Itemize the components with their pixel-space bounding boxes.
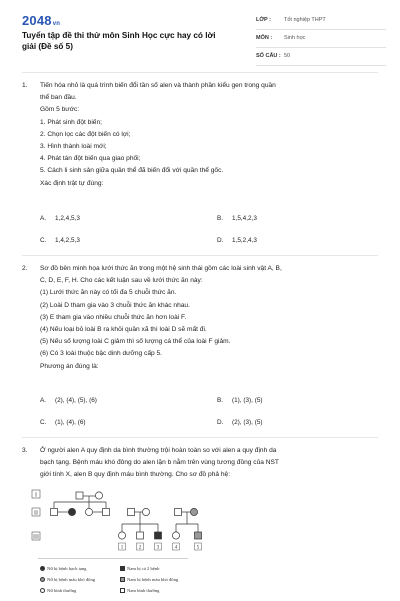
- logo-suffix: vn: [52, 21, 61, 27]
- generation-label: I: [35, 492, 37, 499]
- female-normal-icon: [40, 588, 45, 593]
- meta-row-class: [256, 12, 386, 30]
- answer-option-d[interactable]: D. (2), (3), (5): [217, 419, 263, 426]
- question-line: Phương án đúng là:: [40, 362, 99, 370]
- question-line: Sơ đồ bên minh họa lưới thức ăn trong một hệ sinh thái gồm các loài sinh vật A, B,: [40, 265, 282, 272]
- question-line: (1) Lưới thức ăn này có tối đa 5 chuỗi thức ăn.: [40, 289, 177, 297]
- legend-item: Nam bị cả 2 bệnh: [120, 566, 159, 571]
- pedigree-male-normal: [175, 509, 182, 516]
- male-hemophilia-icon: [120, 577, 125, 582]
- pedigree-female-hemophilia: [190, 508, 197, 515]
- pedigree-male-normal: [137, 532, 144, 539]
- question-line: (2) Loài D tham gia vào 3 chuỗi thức ăn khác nhau.: [40, 301, 190, 309]
- meta-row-count: [256, 48, 386, 66]
- pedigree-male-normal: [103, 509, 110, 516]
- legend-item: Nữ bị bệnh máu khó đông: [40, 577, 95, 582]
- pedigree-female-normal: [95, 492, 102, 499]
- divider: [22, 72, 378, 73]
- question-line: 3. Hình thành loài mới;: [40, 143, 107, 151]
- generation-label: III: [33, 534, 39, 541]
- meta-label: SỐ CÂU :: [256, 53, 281, 59]
- meta-label: LỚP :: [256, 17, 271, 23]
- pedigree-female-albinism: [68, 508, 75, 515]
- pedigree-female-normal: [85, 508, 92, 515]
- meta-label: MÔN :: [256, 35, 273, 41]
- question-line: Ở người alen A quy định da bình thường trội hoàn toàn so với alen a quy định da: [40, 447, 277, 454]
- question-number: 1.: [22, 82, 28, 89]
- male-both-diseases-icon: [120, 566, 125, 571]
- female-hemophilia-icon: [40, 577, 45, 582]
- question-number: 2.: [22, 265, 28, 272]
- legend-item: Nam bị bệnh máu khó đông: [120, 577, 178, 582]
- divider: [22, 255, 378, 256]
- answer-option-b[interactable]: B. (1), (3), (5): [217, 397, 263, 404]
- question-line: (5) Nếu số lượng loài C giảm thì số lượng cá thể của loài F giảm.: [40, 338, 231, 346]
- individual-number: 1: [120, 545, 124, 551]
- divider: [22, 437, 378, 438]
- pedigree-female-normal: [172, 532, 179, 539]
- female-albinism-icon: [40, 566, 45, 571]
- answer-option-a[interactable]: A. (2), (4), (5), (6): [40, 397, 97, 404]
- pedigree-male-normal: [128, 509, 135, 516]
- individual-number: 5: [196, 545, 200, 551]
- legend-item: Nữ bị bệnh bạch tạng: [40, 566, 86, 571]
- answer-option-b[interactable]: B. 1,5,4,2,3: [217, 215, 257, 222]
- individual-number: 4: [174, 545, 178, 551]
- question-line: 4. Phát tán đột biến qua giao phối;: [40, 155, 141, 163]
- question-line: (4) Nếu loại bỏ loài B ra khỏi quần xã thì loài D sẽ mất đi.: [40, 326, 207, 334]
- pedigree-diagram: [30, 488, 220, 556]
- individual-number: 2: [138, 545, 142, 551]
- logo-text: 2048: [22, 13, 52, 28]
- question-line: C, D, E, F, H. Cho các kết luận sau về lưới thức ăn này:: [40, 277, 203, 285]
- question-line: giới tính X, alen B quy định máu bình thường. Cho sơ đồ phả hệ:: [40, 471, 231, 479]
- pedigree-legend: [38, 558, 188, 601]
- pedigree-female-normal: [118, 532, 125, 539]
- pedigree-female-normal: [142, 508, 149, 515]
- pedigree-male-hemophilia: [195, 532, 202, 539]
- question-line: (3) E tham gia vào nhiều chuỗi thức ăn hơn loài F.: [40, 313, 187, 321]
- meta-row-subject: [256, 30, 386, 48]
- pedigree-male-both-diseases: [155, 532, 162, 539]
- question-text: [40, 80, 385, 190]
- meta-value: Sinh học: [284, 35, 306, 41]
- question-line: thể ban đầu.: [40, 94, 77, 102]
- question-text: [40, 263, 385, 373]
- question-line: (6) Có 3 loài thuộc bậc dinh dưỡng cấp 5.: [40, 350, 163, 358]
- pedigree-male-normal: [51, 509, 58, 516]
- question-text: [40, 445, 385, 482]
- document-header: [0, 0, 400, 66]
- site-logo[interactable]: [22, 13, 60, 28]
- legend-item: Nam bình thường: [120, 588, 159, 593]
- answer-option-a[interactable]: A. 1,2,4,5,3: [40, 215, 80, 222]
- question-line: 5. Cách li sinh sản giữa quần thể đã biến đổi với quần thể gốc.: [40, 167, 224, 175]
- answer-option-c[interactable]: C. (1), (4), (6): [40, 419, 86, 426]
- question-line: Xác định trật tự đúng:: [40, 179, 104, 187]
- question-line: bạch tạng. Bệnh máu khó đông do alen lặn b nằm trên vùng tương đồng của NST: [40, 459, 279, 467]
- question-line: 1. Phát sinh đột biến;: [40, 118, 102, 126]
- legend-item: Nữ bình thường: [40, 588, 76, 593]
- meta-value: Tốt nghiệp THPT: [284, 17, 326, 23]
- answer-option-d[interactable]: D. 1,5,2,4,3: [217, 237, 257, 244]
- question-line: Tiến hóa nhỏ là quá trình biến đổi tần số alen và thành phần kiểu gen trong quần: [40, 82, 276, 89]
- individual-number: 3: [156, 545, 160, 551]
- question-line: 2. Chọn lọc các đột biến có lợi;: [40, 130, 131, 138]
- male-normal-icon: [120, 588, 125, 593]
- question-line: Gồm 5 bước:: [40, 106, 80, 114]
- document-title: Tuyển tập đề thi thử môn Sinh Học cực hay có lời giải (Đề số 5): [22, 31, 216, 51]
- meta-value: 50: [284, 53, 291, 59]
- pedigree-male-normal: [76, 492, 83, 499]
- answer-option-c[interactable]: C. 1,4,2,5,3: [40, 237, 80, 244]
- question-number: 3.: [22, 447, 28, 454]
- generation-label: II: [34, 510, 38, 517]
- document-meta: [256, 12, 386, 66]
